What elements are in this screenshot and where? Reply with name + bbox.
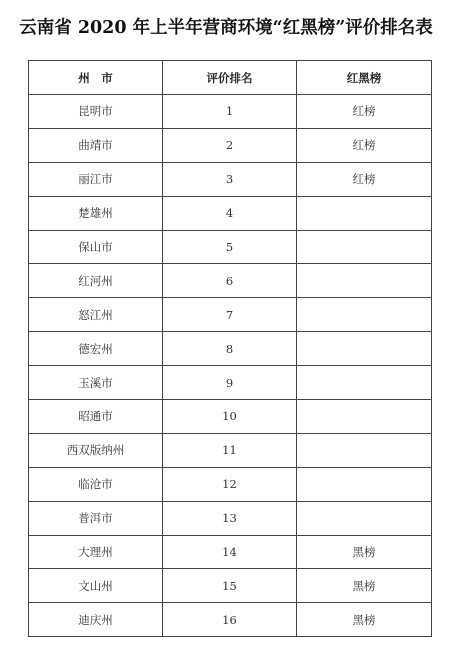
ranking-table xyxy=(28,60,432,637)
list-cell xyxy=(297,332,432,366)
table-row xyxy=(29,569,432,603)
rank-cell: 3 xyxy=(163,162,297,196)
rank-cell: 9 xyxy=(163,366,297,400)
city-cell: 普洱市 xyxy=(29,501,163,535)
list-cell xyxy=(297,366,432,400)
city-cell: 曲靖市 xyxy=(29,128,163,162)
list-cell xyxy=(297,467,432,501)
table-row xyxy=(29,264,432,298)
rank-cell: 13 xyxy=(163,501,297,535)
city-cell: 文山州 xyxy=(29,569,163,603)
city-cell: 临沧市 xyxy=(29,467,163,501)
table-row xyxy=(29,603,432,637)
table-header-row xyxy=(29,61,432,95)
rank-cell: 16 xyxy=(163,603,297,637)
list-cell: 红榜 xyxy=(297,162,432,196)
table-row xyxy=(29,366,432,400)
table-row xyxy=(29,501,432,535)
city-cell: 保山市 xyxy=(29,230,163,264)
city-cell: 德宏州 xyxy=(29,332,163,366)
list-cell xyxy=(297,501,432,535)
city-cell: 昆明市 xyxy=(29,95,163,129)
rank-cell: 15 xyxy=(163,569,297,603)
document-title: 云南省 2020 年上半年营商环境“红黑榜”评价排名表 xyxy=(19,18,433,38)
city-cell: 昭通市 xyxy=(29,400,163,434)
rank-cell: 5 xyxy=(163,230,297,264)
rank-cell: 4 xyxy=(163,196,297,230)
list-cell: 黑榜 xyxy=(297,535,432,569)
list-cell xyxy=(297,230,432,264)
city-cell: 玉溪市 xyxy=(29,366,163,400)
table-row xyxy=(29,162,432,196)
list-cell: 红榜 xyxy=(297,95,432,129)
table-row xyxy=(29,128,432,162)
table-row xyxy=(29,196,432,230)
rank-cell: 12 xyxy=(163,467,297,501)
rank-cell: 2 xyxy=(163,128,297,162)
table-body xyxy=(29,95,432,637)
city-cell: 红河州 xyxy=(29,264,163,298)
city-cell: 大理州 xyxy=(29,535,163,569)
rank-cell: 6 xyxy=(163,264,297,298)
list-cell: 黑榜 xyxy=(297,569,432,603)
rank-cell: 8 xyxy=(163,332,297,366)
list-cell: 黑榜 xyxy=(297,603,432,637)
list-cell xyxy=(297,298,432,332)
table-row xyxy=(29,400,432,434)
table-row xyxy=(29,433,432,467)
city-cell: 西双版纳州 xyxy=(29,433,163,467)
list-cell xyxy=(297,433,432,467)
rank-cell: 7 xyxy=(163,298,297,332)
table-row xyxy=(29,95,432,129)
column-header-list: 红黑榜 xyxy=(297,61,432,95)
column-header-city: 州 市 xyxy=(29,61,163,95)
table-row xyxy=(29,298,432,332)
list-cell: 红榜 xyxy=(297,128,432,162)
rank-cell: 11 xyxy=(163,433,297,467)
rank-cell: 10 xyxy=(163,400,297,434)
list-cell xyxy=(297,264,432,298)
list-cell xyxy=(297,400,432,434)
city-cell: 楚雄州 xyxy=(29,196,163,230)
city-cell: 迪庆州 xyxy=(29,603,163,637)
city-cell: 怒江州 xyxy=(29,298,163,332)
table-row xyxy=(29,535,432,569)
city-cell: 丽江市 xyxy=(29,162,163,196)
rank-cell: 14 xyxy=(163,535,297,569)
table-row xyxy=(29,467,432,501)
column-header-rank: 评价排名 xyxy=(163,61,297,95)
table-row xyxy=(29,332,432,366)
rank-cell: 1 xyxy=(163,95,297,129)
table-row xyxy=(29,230,432,264)
list-cell xyxy=(297,196,432,230)
